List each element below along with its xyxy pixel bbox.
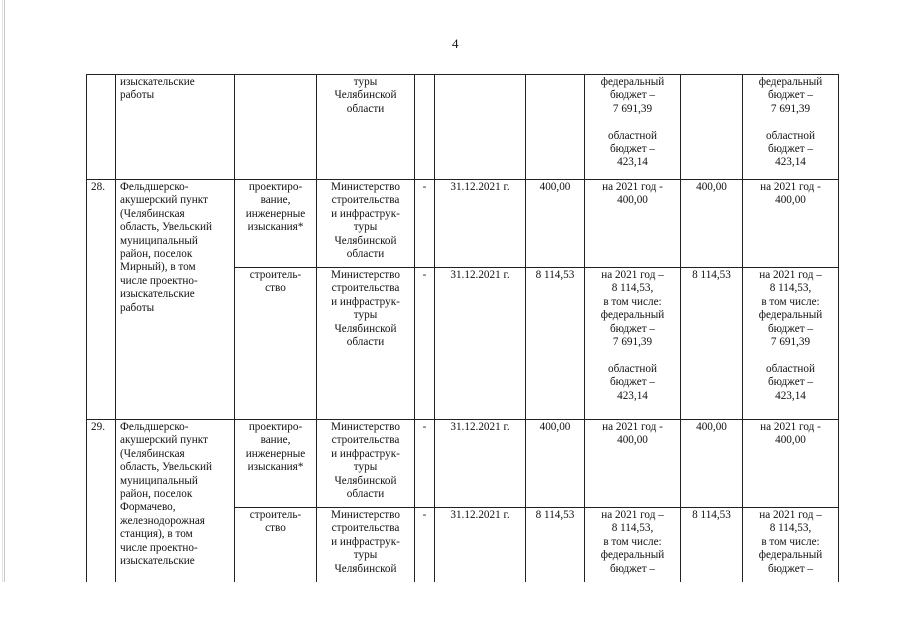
dash-cell: -: [415, 180, 435, 268]
cell-line: бюджет –: [767, 562, 813, 575]
dash-cell: -: [415, 420, 435, 508]
cell-line: федеральный: [758, 549, 823, 562]
cell-line: ство: [265, 522, 286, 535]
funding-2: [743, 75, 839, 180]
cell-line: бюджет –: [767, 89, 813, 102]
cell-line: туры: [353, 461, 378, 474]
cell-line: федеральный: [600, 76, 665, 88]
cell-line: на 2021 год -: [760, 421, 821, 433]
cell-line: 400,00: [617, 194, 648, 207]
cell-line: 423,14: [775, 156, 806, 169]
cell-line: и инфраструк-: [331, 207, 400, 220]
cell-line: Челябинской: [334, 234, 397, 247]
cell-line: 8 114,53,: [611, 282, 654, 295]
cost-2: 400,00: [681, 180, 743, 268]
cell-line: 400,00: [617, 434, 648, 447]
cell-line: числе проектно-: [120, 541, 198, 554]
objects-table: [86, 74, 839, 598]
cell-line: бюджет –: [609, 89, 655, 102]
page-number-text: 4: [452, 36, 459, 51]
line-gap: [745, 349, 836, 362]
cell-line: федеральный: [758, 76, 823, 88]
cell-line: изыскательские: [120, 76, 195, 88]
cost: 8 114,53: [526, 268, 585, 420]
cell-line: 7 691,39: [770, 336, 811, 349]
cell-line: области: [346, 336, 385, 349]
cell-line: вание,: [260, 434, 291, 447]
cost-2: [681, 75, 743, 180]
cell-line: строительства: [331, 282, 400, 295]
cell-line: работы: [120, 89, 155, 102]
scan-edge-line: [2, 0, 3, 640]
cell-line: бюджет –: [609, 562, 655, 575]
table-row: [87, 75, 839, 180]
scan-edge-line: [4, 0, 5, 640]
cell-line: 423,14: [617, 156, 648, 169]
deadline: [435, 75, 526, 180]
cell-line: и инфраструк-: [331, 447, 400, 460]
cell-line: изыскания*: [247, 461, 304, 474]
deadline: 31.12.2021 г.: [435, 268, 526, 420]
cell-line: на 2021 год –: [759, 269, 822, 281]
cell-line: Министерство: [331, 269, 400, 281]
cell-line: строительства: [331, 194, 400, 207]
object-name: [116, 75, 235, 180]
row-number: 29.: [87, 420, 116, 598]
cell-line: акушерский пункт: [120, 434, 208, 447]
cost-2: 400,00: [681, 420, 743, 508]
deadline: 31.12.2021 г.: [435, 508, 526, 598]
cell-line: 400,00: [775, 194, 806, 207]
cell-line: 400,00: [775, 434, 806, 447]
cell-line: на 2021 год –: [759, 509, 822, 521]
cell-line: областной: [608, 362, 657, 375]
cell-line: бюджет –: [767, 322, 813, 335]
row-number: 28.: [87, 180, 116, 420]
cell-line: строитель-: [249, 509, 302, 521]
cell-line: изыскательские: [120, 288, 195, 301]
cell-line: области: [346, 102, 385, 115]
cell-line: 7 691,39: [612, 336, 653, 349]
cell-line: на 2021 год -: [602, 421, 663, 433]
cell-line: туры: [353, 221, 378, 234]
cell-line: 423,14: [617, 389, 648, 402]
cell-line: изыскания*: [247, 221, 304, 234]
cell-line: в том числе:: [761, 535, 820, 548]
work-stage: [235, 180, 317, 268]
cell-line: (Челябинская: [120, 447, 185, 460]
object-name: [116, 420, 235, 598]
table-row: [87, 420, 839, 508]
cell-line: 7 691,39: [770, 102, 811, 115]
dash-cell: -: [415, 508, 435, 598]
cell-line: Челябинской: [334, 562, 397, 575]
cost-2: 8 114,53: [681, 268, 743, 420]
cell-line: федеральный: [600, 549, 665, 562]
cell-line: федеральный: [600, 309, 665, 322]
cell-line: 8 114,53,: [611, 522, 654, 535]
cost: 8 114,53: [526, 508, 585, 598]
cell-line: ство: [265, 282, 286, 295]
cell-line: Министерство: [331, 421, 400, 433]
cell-line: изыскательские: [120, 555, 195, 568]
cell-line: Министерство: [331, 509, 400, 521]
cell-line: туры: [353, 309, 378, 322]
cost: 400,00: [526, 420, 585, 508]
cell-line: Мирный), в том: [120, 261, 196, 274]
cell-line: области: [346, 248, 385, 261]
cell-line: туры: [353, 549, 378, 562]
cell-line: муниципальный: [120, 234, 198, 247]
cell-line: муниципальный: [120, 474, 198, 487]
cell-line: Челябинской: [334, 322, 397, 335]
cell-line: бюджет –: [767, 143, 813, 156]
customer: [317, 180, 415, 268]
line-gap: [587, 116, 678, 129]
work-stage: [235, 75, 317, 180]
cell-line: на 2021 год –: [601, 269, 664, 281]
cell-line: и инфраструк-: [331, 295, 400, 308]
cell-line: вание,: [260, 194, 291, 207]
funding-2: [743, 180, 839, 268]
cell-line: областной: [766, 362, 815, 375]
cost-2: 8 114,53: [681, 508, 743, 598]
cell-line: строительства: [331, 434, 400, 447]
cell-line: федеральный: [758, 309, 823, 322]
cell-line: числе проектно-: [120, 274, 198, 287]
funding: [585, 420, 681, 508]
cell-line: работы: [120, 301, 155, 314]
cost: [526, 75, 585, 180]
row-number: [87, 75, 116, 180]
cell-line: железнодорожная: [120, 514, 205, 527]
page-bottom-cut: [0, 582, 905, 640]
cost: 400,00: [526, 180, 585, 268]
customer: [317, 420, 415, 508]
cell-line: 8 114,53,: [769, 522, 812, 535]
cell-line: 423,14: [775, 389, 806, 402]
funding: [585, 75, 681, 180]
deadline: 31.12.2021 г.: [435, 180, 526, 268]
cell-line: Челябинской: [334, 89, 397, 102]
cell-line: области: [346, 488, 385, 501]
funding-2: [743, 420, 839, 508]
cell-line: область, Увельский: [120, 221, 213, 234]
cell-line: Фельдшерско-: [120, 421, 189, 433]
cell-line: (Челябинская: [120, 207, 185, 220]
line-gap: [587, 349, 678, 362]
funding: [585, 180, 681, 268]
cell-line: в том числе:: [761, 295, 820, 308]
deadline: 31.12.2021 г.: [435, 420, 526, 508]
cell-line: инженерные: [245, 207, 306, 220]
cell-line: бюджет –: [609, 143, 655, 156]
dash-cell: [415, 75, 435, 180]
funding: [585, 268, 681, 420]
customer: [317, 75, 415, 180]
cell-line: Челябинской: [334, 474, 397, 487]
dash-cell: -: [415, 268, 435, 420]
cell-line: в том числе:: [603, 295, 662, 308]
cell-line: проектиро-: [248, 181, 303, 193]
customer: [317, 268, 415, 420]
funding-2: [743, 268, 839, 420]
cell-line: на 2021 год -: [760, 181, 821, 193]
cell-line: на 2021 год -: [602, 181, 663, 193]
cell-line: строительства: [331, 522, 400, 535]
cell-line: 8 114,53,: [769, 282, 812, 295]
cell-line: бюджет –: [767, 376, 813, 389]
cell-line: Министерство: [331, 181, 400, 193]
cell-line: в том числе:: [603, 535, 662, 548]
table-row: [87, 180, 839, 268]
cell-line: инженерные: [245, 447, 306, 460]
cell-line: туры: [353, 76, 378, 88]
cell-line: Фельдшерско-: [120, 181, 189, 193]
cell-line: строитель-: [249, 269, 302, 281]
work-stage: [235, 268, 317, 420]
cell-line: областной: [766, 129, 815, 142]
cell-line: и инфраструк-: [331, 535, 400, 548]
cell-line: район, поселок: [120, 248, 193, 261]
cell-line: областной: [608, 129, 657, 142]
cell-line: станция), в том: [120, 528, 193, 541]
cell-line: проектиро-: [248, 421, 303, 433]
cell-line: бюджет –: [609, 322, 655, 335]
cell-line: область, Увельский: [120, 461, 213, 474]
cell-line: акушерский пункт: [120, 194, 208, 207]
cell-line: район, поселок: [120, 488, 193, 501]
cell-line: 7 691,39: [612, 102, 653, 115]
work-stage: [235, 420, 317, 508]
object-name: [116, 180, 235, 420]
line-gap: [745, 116, 836, 129]
cell-line: бюджет –: [609, 376, 655, 389]
cell-line: Формачево,: [120, 501, 176, 514]
cell-line: на 2021 год –: [601, 509, 664, 521]
